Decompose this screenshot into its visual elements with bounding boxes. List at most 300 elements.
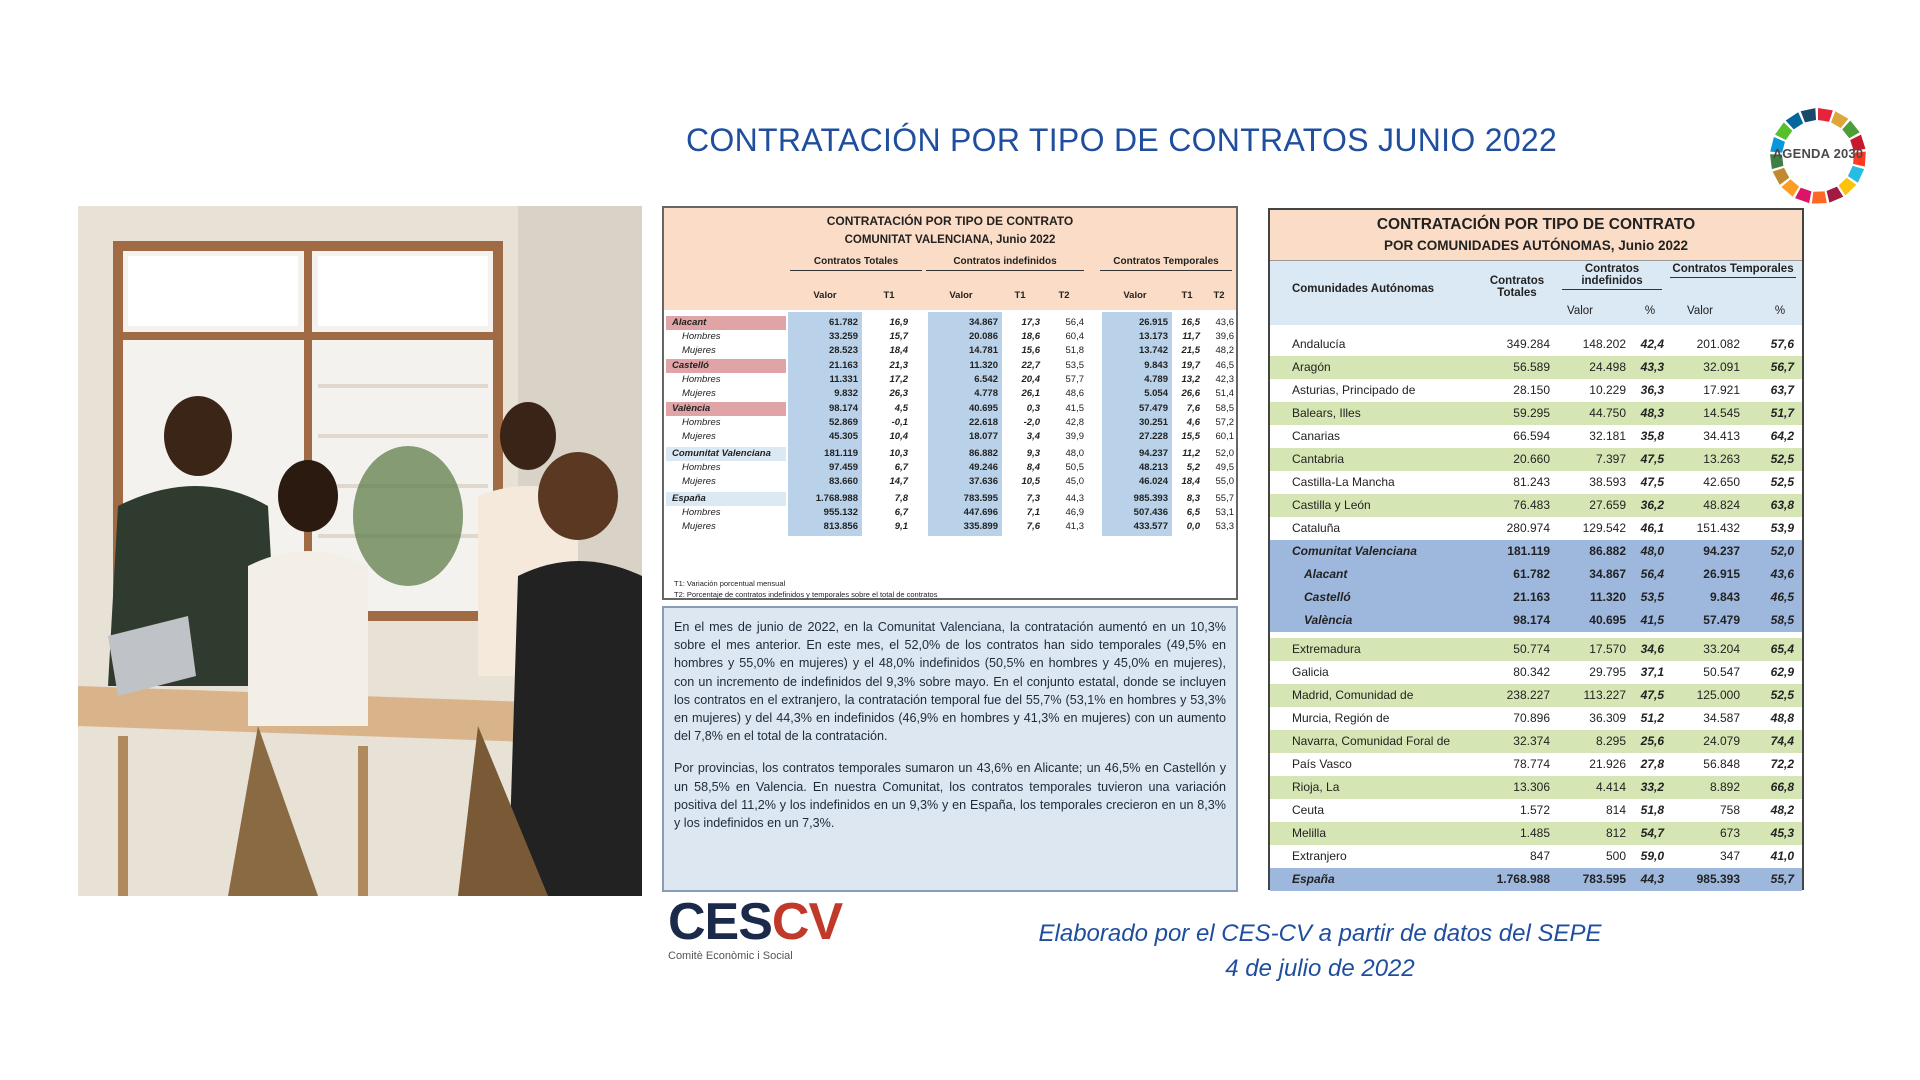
cv-cell-v3: 13.173 — [1138, 331, 1168, 342]
cv-cell-t1: 6,7 — [894, 507, 908, 518]
cv-cell-v1: 52.869 — [828, 417, 858, 428]
cv-cell-i1: -2,0 — [1023, 417, 1040, 428]
ccaa-cell-tv: 24.079 — [1703, 734, 1740, 748]
cv-cell-v2: 14.781 — [968, 345, 998, 356]
ccaa-cell-tv: 758 — [1719, 803, 1740, 817]
ccaa-cell-ip: 33,2 — [1640, 780, 1664, 794]
ccaa-cell-ip: 25,6 — [1640, 734, 1664, 748]
ccaa-table-row — [1270, 517, 1802, 540]
cv-cell-v1: 98.174 — [828, 403, 858, 414]
ccaa-cell-tot: 238.227 — [1506, 688, 1550, 702]
cv-cell-p1: 8,3 — [1186, 493, 1200, 504]
cv-cell-t1: 7,8 — [894, 493, 908, 504]
ccaa-cell-tot: 21.163 — [1513, 590, 1550, 604]
ccaa-cell-tv: 673 — [1719, 826, 1740, 840]
ccaa-cell-name: Canarias — [1292, 429, 1341, 443]
ccaa-cell-tp: 46,5 — [1770, 590, 1794, 604]
cv-cell-v3: 9.843 — [1144, 360, 1168, 371]
cv-cell-v3: 985.393 — [1133, 493, 1168, 504]
ccaa-cell-ip: 59,0 — [1640, 849, 1664, 863]
cv-cell-v1: 21.163 — [828, 360, 858, 371]
cv-cell-v3: 27.228 — [1138, 431, 1168, 442]
cv-cell-v3: 94.237 — [1138, 448, 1168, 459]
cv-cell-v2: 40.695 — [968, 403, 998, 414]
ccaa-cell-tv: 34.413 — [1703, 429, 1740, 443]
cv-cell-name: Mujeres — [682, 431, 716, 442]
ccaa-cell-name: Castelló — [1304, 590, 1351, 604]
ccaa-cell-ip: 35,8 — [1640, 429, 1664, 443]
cv-cell-name: Mujeres — [682, 521, 716, 532]
ccaa-cell-tv: 56.848 — [1703, 757, 1740, 771]
cv-cell-i2: 41,5 — [1065, 403, 1084, 414]
ccaa-cell-tv: 32.091 — [1703, 360, 1740, 374]
ccaa-cell-tp: 48,8 — [1770, 711, 1794, 725]
ccaa-cell-tp: 52,0 — [1770, 544, 1794, 558]
cv-cell-p1: 11,2 — [1182, 448, 1200, 459]
cv-cell-i1: 17,3 — [1021, 317, 1040, 328]
ccaa-cell-iv: 27.659 — [1589, 498, 1626, 512]
cv-cell-t1: 18,4 — [889, 345, 908, 356]
ccaa-cell-iv: 17.570 — [1589, 642, 1626, 656]
ccaa-cell-tv: 13.263 — [1703, 452, 1740, 466]
ccaa-cell-tot: 98.174 — [1513, 613, 1550, 627]
cv-cell-name: España — [672, 493, 706, 504]
ccaa-cell-ip: 47,5 — [1640, 688, 1664, 702]
cv-cell-v2: 4.778 — [974, 388, 998, 399]
ccaa-cell-name: Ceuta — [1292, 803, 1325, 817]
cv-table-row — [664, 330, 1236, 345]
ccaa-cell-name: País Vasco — [1292, 757, 1352, 771]
cv-cell-v2: 22.618 — [968, 417, 998, 428]
cv-col-t2: T2 — [1058, 290, 1070, 301]
cv-col-t1: T1 — [1181, 290, 1193, 301]
cv-cell-v2: 783.595 — [963, 493, 998, 504]
ccaa-cell-ip: 43,3 — [1640, 360, 1664, 374]
ccaa-cell-tot: 80.342 — [1513, 665, 1550, 679]
ccaa-cell-ip: 48,3 — [1640, 406, 1664, 420]
summary-paragraph-2: Por provincias, los contratos temporales sumaron un 43,6% en Alicante; un 46,5% en Castellón y un 58,5% en Valencia. En nuestra Comunitat, los contratos temporales tuvieron una variación positiva del 11,2% y los indefinidos en un 9,3% y en España, los temporales crecieron en un 8,3% y los indefinidos en un 7,3%. — [674, 761, 1226, 831]
ccaa-table-row — [1270, 494, 1802, 517]
cv-table-row — [664, 416, 1236, 431]
cv-cell-p1: 19,7 — [1181, 360, 1200, 371]
ccaa-column-headers — [1270, 261, 1802, 325]
ccaa-cell-tp: 58,5 — [1770, 613, 1794, 627]
ccaa-cell-iv: 814 — [1605, 803, 1626, 817]
col-ccaa: Comunidades Autónomas — [1291, 283, 1435, 295]
cv-cell-p1: 7,6 — [1186, 403, 1200, 414]
ccaa-table-row — [1270, 586, 1802, 609]
cv-cell-p1: 26,6 — [1181, 388, 1200, 399]
cv-cell-t1: -0,1 — [891, 417, 908, 428]
cv-col-valor: Valor — [949, 290, 973, 301]
ccaa-cell-tot: 13.306 — [1513, 780, 1550, 794]
ccaa-cell-tp: 55,7 — [1770, 872, 1794, 886]
ccaa-cell-ip: 37,1 — [1640, 665, 1664, 679]
ccaa-cell-name: Comunitat Valenciana — [1292, 544, 1417, 558]
cv-cell-t1: 9,1 — [894, 521, 908, 532]
ccaa-cell-tot: 20.660 — [1513, 452, 1550, 466]
cv-cell-i1: 9,3 — [1026, 448, 1040, 459]
cv-table-row — [664, 430, 1236, 445]
cv-cell-v3: 507.436 — [1133, 507, 1168, 518]
ccaa-cell-name: Andalucía — [1292, 337, 1346, 351]
cv-table-row — [664, 475, 1236, 490]
cv-cell-i1: 15,6 — [1021, 345, 1040, 356]
cv-cell-t1: 15,7 — [889, 331, 908, 342]
ccaa-cell-iv: 38.593 — [1589, 475, 1626, 489]
ccaa-cell-iv: 29.795 — [1589, 665, 1626, 679]
ccaa-cell-tp: 62,9 — [1770, 665, 1794, 679]
ccaa-cell-tp: 57,6 — [1770, 337, 1794, 351]
ccaa-cell-tp: 51,7 — [1770, 406, 1794, 420]
ccaa-cell-tv: 985.393 — [1696, 872, 1740, 886]
cv-contract-table — [662, 206, 1238, 600]
ccaa-cell-iv: 148.202 — [1582, 337, 1626, 351]
credit-date: 4 de julio de 2022 — [1225, 955, 1415, 982]
cv-cell-i2: 46,9 — [1065, 507, 1084, 518]
ccaa-table-row — [1270, 448, 1802, 471]
cv-cell-p1: 5,2 — [1186, 462, 1200, 473]
cv-cell-v3: 48.213 — [1138, 462, 1168, 473]
ccaa-table-row — [1270, 402, 1802, 425]
ccaa-cell-tv: 48.824 — [1703, 498, 1740, 512]
cv-col-valor: Valor — [813, 290, 837, 301]
ccaa-cell-tp: 45,3 — [1770, 826, 1794, 840]
ccaa-cell-name: Cataluña — [1292, 521, 1341, 535]
cv-cell-p2: 43,6 — [1215, 317, 1234, 328]
cv-cell-p1: 4,6 — [1186, 417, 1200, 428]
ccaa-cell-iv: 10.229 — [1589, 383, 1626, 397]
ccaa-cell-name: Extranjero — [1292, 849, 1347, 863]
ccaa-cell-iv: 113.227 — [1583, 688, 1626, 702]
sdg-segment — [1812, 191, 1827, 203]
ccaa-cell-ip: 56,4 — [1640, 567, 1664, 581]
cv-cell-v1: 33.259 — [828, 331, 858, 342]
cv-table-header — [664, 208, 1236, 310]
cv-cell-v2: 18.077 — [968, 431, 998, 442]
col-indefinidos: Contratos indefinidos — [1562, 263, 1662, 290]
cv-cell-p1: 16,5 — [1181, 317, 1200, 328]
ccaa-cell-tot: 70.896 — [1513, 711, 1550, 725]
ccaa-cell-tot: 349.284 — [1506, 337, 1550, 351]
ccaa-cell-iv: 500 — [1605, 849, 1626, 863]
ccaa-cell-ip: 47,5 — [1640, 475, 1664, 489]
cv-cell-p2: 53,3 — [1215, 521, 1234, 532]
ccaa-cell-tp: 53,9 — [1770, 521, 1794, 535]
ccaa-cell-tv: 94.237 — [1703, 544, 1740, 558]
logo-cv: CV — [771, 893, 843, 951]
cv-cell-v2: 6.542 — [974, 374, 998, 385]
cv-cell-i2: 57,7 — [1065, 374, 1084, 385]
ccaa-cell-iv: 86.882 — [1589, 544, 1626, 558]
ccaa-cell-tp: 64,2 — [1770, 429, 1794, 443]
ccaa-cell-name: Galicia — [1292, 665, 1329, 679]
logo-subtitle: Comitè Econòmic i Social — [668, 950, 793, 962]
cv-cell-t1: 21,3 — [889, 360, 908, 371]
ccaa-table-row — [1270, 425, 1802, 448]
ccaa-table-row — [1270, 356, 1802, 379]
cv-col-valor: Valor — [1123, 290, 1147, 301]
sdg-segment — [1786, 112, 1803, 129]
ccaa-cell-tp: 48,2 — [1770, 803, 1794, 817]
cv-cell-v3: 433.577 — [1133, 521, 1168, 532]
ccaa-cell-name: Asturias, Principado de — [1292, 383, 1416, 397]
cv-cell-p1: 6,5 — [1186, 507, 1200, 518]
ccaa-cell-tv: 42.650 — [1703, 475, 1740, 489]
cv-cell-p2: 58,5 — [1215, 403, 1234, 414]
ccaa-cell-ip: 51,8 — [1640, 803, 1664, 817]
ccaa-contract-table — [1268, 208, 1804, 890]
cv-cell-v1: 1.768.988 — [815, 493, 858, 504]
cv-cell-i1: 7,1 — [1026, 507, 1040, 518]
ccaa-cell-tot: 181.119 — [1507, 544, 1550, 558]
cv-cell-i2: 51,8 — [1065, 345, 1084, 356]
ccaa-table-row — [1270, 540, 1802, 563]
cv-group-temporales: Contratos Temporales — [1100, 256, 1232, 271]
cv-cell-i2: 41,3 — [1065, 521, 1084, 532]
ccaa-cell-name: Extremadura — [1292, 642, 1361, 656]
ccaa-cell-ip: 34,6 — [1640, 642, 1664, 656]
sdg-segment — [1831, 111, 1848, 128]
cv-cell-name: Hombres — [682, 507, 721, 518]
ccaa-cell-iv: 34.867 — [1589, 567, 1626, 581]
ccaa-cell-ip: 27,8 — [1640, 757, 1664, 771]
cv-cell-i1: 26,1 — [1021, 388, 1040, 399]
cv-cell-name: Hombres — [682, 331, 721, 342]
ccaa-cell-ip: 36,3 — [1640, 383, 1664, 397]
cv-cell-p1: 15,5 — [1181, 431, 1200, 442]
cv-cell-t1: 4,5 — [894, 403, 908, 414]
cv-cell-v3: 5.054 — [1144, 388, 1168, 399]
cv-cell-i1: 7,3 — [1026, 493, 1040, 504]
ccaa-cell-tot: 59.295 — [1513, 406, 1550, 420]
cv-cell-i2: 39,9 — [1065, 431, 1084, 442]
photo-women-working — [78, 206, 642, 896]
cv-cell-p2: 42,3 — [1215, 374, 1234, 385]
ccaa-cell-tot: 76.483 — [1513, 498, 1550, 512]
ccaa-cell-iv: 812 — [1605, 826, 1626, 840]
cv-col-t2: T2 — [1213, 290, 1225, 301]
cv-cell-p2: 46,5 — [1215, 360, 1234, 371]
cv-table-row — [664, 461, 1236, 476]
ccaa-cell-ip: 44,3 — [1640, 872, 1664, 886]
cv-cell-v1: 97.459 — [828, 462, 858, 473]
cv-cell-i2: 44,3 — [1065, 493, 1084, 504]
sdg-segment — [1795, 188, 1811, 204]
credit-line-1: Elaborado por el CES-CV a partir de datos del SEPE — [1038, 920, 1602, 947]
ccaa-table-subtitle: POR COMUNIDADES AUTÓNOMAS, Junio 2022 — [1383, 238, 1689, 253]
ccaa-cell-tv: 347 — [1719, 849, 1740, 863]
ccaa-cell-iv: 40.695 — [1589, 613, 1626, 627]
ccaa-cell-tp: 63,7 — [1770, 383, 1794, 397]
col-temp-valor: Valor — [1687, 305, 1713, 317]
ccaa-cell-ip: 42,4 — [1640, 337, 1664, 351]
ccaa-cell-name: Madrid, Comunidad de — [1292, 688, 1414, 702]
cv-cell-i2: 50,5 — [1065, 462, 1084, 473]
cv-cell-v3: 4.789 — [1144, 374, 1168, 385]
ccaa-cell-tp: 72,2 — [1770, 757, 1794, 771]
ccaa-cell-tp: 63,8 — [1770, 498, 1794, 512]
note-t2: T2: Porcentaje de contratos indefinidos y temporales sobre el total de contratos — [674, 590, 938, 599]
ccaa-table-row — [1270, 868, 1802, 891]
cv-cell-v3: 57.479 — [1138, 403, 1168, 414]
cv-cell-name: Comunitat Valenciana — [672, 448, 771, 459]
ccaa-cell-iv: 783.595 — [1582, 872, 1626, 886]
cv-cell-v3: 30.251 — [1138, 417, 1168, 428]
cv-cell-p1: 0,0 — [1186, 521, 1200, 532]
ccaa-cell-tot: 1.768.988 — [1496, 872, 1550, 886]
cv-cell-i1: 8,4 — [1026, 462, 1040, 473]
ccaa-cell-ip: 48,0 — [1640, 544, 1664, 558]
ccaa-cell-tp: 52,5 — [1770, 688, 1794, 702]
cv-cell-v1: 181.119 — [824, 448, 858, 459]
cv-cell-v1: 955.132 — [823, 507, 858, 518]
cv-cell-p2: 60,1 — [1215, 431, 1234, 442]
ccaa-table-row — [1270, 730, 1802, 753]
cv-cell-v2: 20.086 — [968, 331, 998, 342]
ccaa-cell-tot: 78.774 — [1513, 757, 1550, 771]
ccaa-cell-name: Alacant — [1304, 567, 1348, 581]
cv-cell-i1: 22,7 — [1021, 360, 1040, 371]
cv-cell-v2: 447.696 — [963, 507, 998, 518]
sdg-segment — [1801, 108, 1816, 122]
cv-cell-name: Hombres — [682, 374, 721, 385]
ccaa-cell-tv: 14.545 — [1703, 406, 1740, 420]
cv-cell-i2: 42,8 — [1065, 417, 1084, 428]
agenda-2030-logo — [1756, 108, 1880, 204]
cv-cell-i1: 18,6 — [1021, 331, 1040, 342]
cv-table-row — [664, 492, 1236, 507]
cv-cell-p1: 13,2 — [1181, 374, 1200, 385]
col-totales: Contratos Totales — [1489, 275, 1545, 299]
cv-cell-v2: 37.636 — [968, 476, 998, 487]
ccaa-cell-tp: 43,6 — [1770, 567, 1794, 581]
ccaa-cell-tot: 61.782 — [1513, 567, 1550, 581]
cv-cell-v1: 28.523 — [828, 345, 858, 356]
cv-cell-v2: 49.246 — [968, 462, 998, 473]
cv-table-row — [664, 520, 1236, 535]
cv-cell-v1: 813.856 — [823, 521, 858, 532]
ccaa-cell-ip: 46,1 — [1640, 521, 1664, 535]
ccaa-cell-tot: 50.774 — [1513, 642, 1550, 656]
note-t1: T1: Variación porcentual mensual — [674, 579, 786, 588]
cv-table-subtitle: COMUNITAT VALENCIANA, Junio 2022 — [844, 234, 1056, 246]
cv-cell-v1: 45.305 — [828, 431, 858, 442]
cv-cell-i2: 45,0 — [1065, 476, 1084, 487]
ccaa-cell-tv: 33.204 — [1703, 642, 1740, 656]
ccaa-cell-ip: 47,5 — [1640, 452, 1664, 466]
ccaa-cell-tot: 81.243 — [1513, 475, 1550, 489]
ccaa-table-title: CONTRATACIÓN POR TIPO DE CONTRATO — [1376, 216, 1696, 233]
ccaa-table-row — [1270, 776, 1802, 799]
ccaa-table-row — [1270, 333, 1802, 356]
ccaa-cell-name: Navarra, Comunidad Foral de — [1292, 734, 1451, 748]
ccaa-cell-iv: 32.181 — [1589, 429, 1626, 443]
cv-cell-p1: 11,7 — [1182, 331, 1200, 342]
cv-cell-p1: 18,4 — [1181, 476, 1200, 487]
cv-cell-i1: 10,5 — [1021, 476, 1040, 487]
cv-table-body — [664, 310, 1236, 540]
ccaa-cell-tp: 65,4 — [1770, 642, 1794, 656]
sdg-segment — [1775, 122, 1792, 140]
cv-cell-p2: 53,1 — [1215, 507, 1234, 518]
cv-cell-t1: 10,4 — [889, 431, 908, 442]
summary-paragraph-1: En el mes de junio de 2022, en la Comunitat Valenciana, la contratación aumentó en un 10,3% sobre el mes anterior. En este mes, el 52,0% de los contratos han sido temporales (49,5% en hombres y 55,0% en mujeres) y el 48,0% indefinidos (50,5% en hombres y 45,0% en mujeres), con un incremento de indefinidos del 9,3% sobre mayo. En el conjunto estatal, donde se incluyen los contratos en el extranjero, la contratación temporal fue del 55,7% (53,1% en hombres y 53,3% en mujeres) y del 44,3% en indefinidos (46,9% en hombres y 41,3% en mujeres) con un aumento del 7,8% en el total de la contratación. — [674, 620, 1226, 744]
cv-table-row — [664, 506, 1236, 521]
sdg-segment — [1839, 178, 1857, 196]
cv-cell-i2: 48,6 — [1065, 388, 1084, 399]
cv-cell-v1: 83.660 — [828, 476, 858, 487]
cv-cell-v2: 11.320 — [969, 360, 998, 371]
ccaa-cell-tp: 52,5 — [1770, 452, 1794, 466]
ccaa-cell-iv: 44.750 — [1589, 406, 1626, 420]
cv-cell-p2: 39,6 — [1215, 331, 1234, 342]
ccaa-cell-ip: 51,2 — [1640, 711, 1664, 725]
ccaa-cell-name: Aragón — [1292, 360, 1331, 374]
cv-cell-i2: 56,4 — [1065, 317, 1084, 328]
ccaa-cell-name: Castilla y León — [1292, 498, 1371, 512]
cv-cell-t1: 14,7 — [889, 476, 908, 487]
ccaa-table-row — [1270, 471, 1802, 494]
ccaa-table-row — [1270, 563, 1802, 586]
cv-table-row — [664, 344, 1236, 359]
ccaa-cell-name: Melilla — [1292, 826, 1327, 840]
cv-table-notes — [674, 578, 937, 600]
cv-cell-t1: 10,3 — [889, 448, 908, 459]
ccaa-table-header — [1270, 210, 1802, 261]
cv-cell-name: Castelló — [672, 360, 709, 371]
ccaa-table-row — [1270, 822, 1802, 845]
ccaa-cell-tv: 8.892 — [1709, 780, 1740, 794]
cv-cell-v1: 11.331 — [829, 374, 858, 385]
sdg-segment — [1818, 108, 1833, 122]
cv-table-row — [664, 402, 1236, 417]
ccaa-cell-iv: 21.926 — [1589, 757, 1626, 771]
cv-cell-i2: 53,5 — [1065, 360, 1084, 371]
ccaa-cell-iv: 4.414 — [1595, 780, 1626, 794]
cv-cell-t1: 6,7 — [894, 462, 908, 473]
cv-table-title: CONTRATACIÓN POR TIPO DE CONTRATO — [826, 214, 1074, 228]
cv-cell-v2: 86.882 — [968, 448, 998, 459]
ccaa-cell-tot: 280.974 — [1506, 521, 1550, 535]
ccaa-cell-tp: 41,0 — [1770, 849, 1794, 863]
ccaa-cell-tv: 201.082 — [1696, 337, 1740, 351]
sdg-segment — [1842, 121, 1859, 139]
cv-cell-p1: 21,5 — [1181, 345, 1200, 356]
ccaa-table-row — [1270, 661, 1802, 684]
logo-ces: CES — [668, 893, 772, 951]
ccaa-table-row — [1270, 753, 1802, 776]
cv-cell-p2: 55,7 — [1215, 493, 1234, 504]
ccaa-table-row — [1270, 609, 1802, 632]
summary-text-panel — [662, 606, 1238, 892]
ccaa-cell-tot: 28.150 — [1513, 383, 1550, 397]
sdg-segment — [1781, 179, 1799, 197]
ccaa-cell-name: Balears, Illes — [1292, 406, 1361, 420]
source-credit — [990, 916, 1650, 986]
ccaa-cell-tv: 125.000 — [1696, 688, 1740, 702]
cv-table-row — [664, 373, 1236, 388]
ccaa-cell-ip: 36,2 — [1640, 498, 1664, 512]
ccaa-cell-ip: 53,5 — [1640, 590, 1664, 604]
col-indef-valor: Valor — [1567, 305, 1593, 317]
cv-cell-p2: 55,0 — [1215, 476, 1234, 487]
cv-cell-p2: 48,2 — [1215, 345, 1234, 356]
ccaa-cell-iv: 24.498 — [1589, 360, 1626, 374]
ccaa-cell-ip: 41,5 — [1640, 613, 1664, 627]
ccaa-cell-iv: 36.309 — [1589, 711, 1626, 725]
ccaa-table-row — [1270, 684, 1802, 707]
